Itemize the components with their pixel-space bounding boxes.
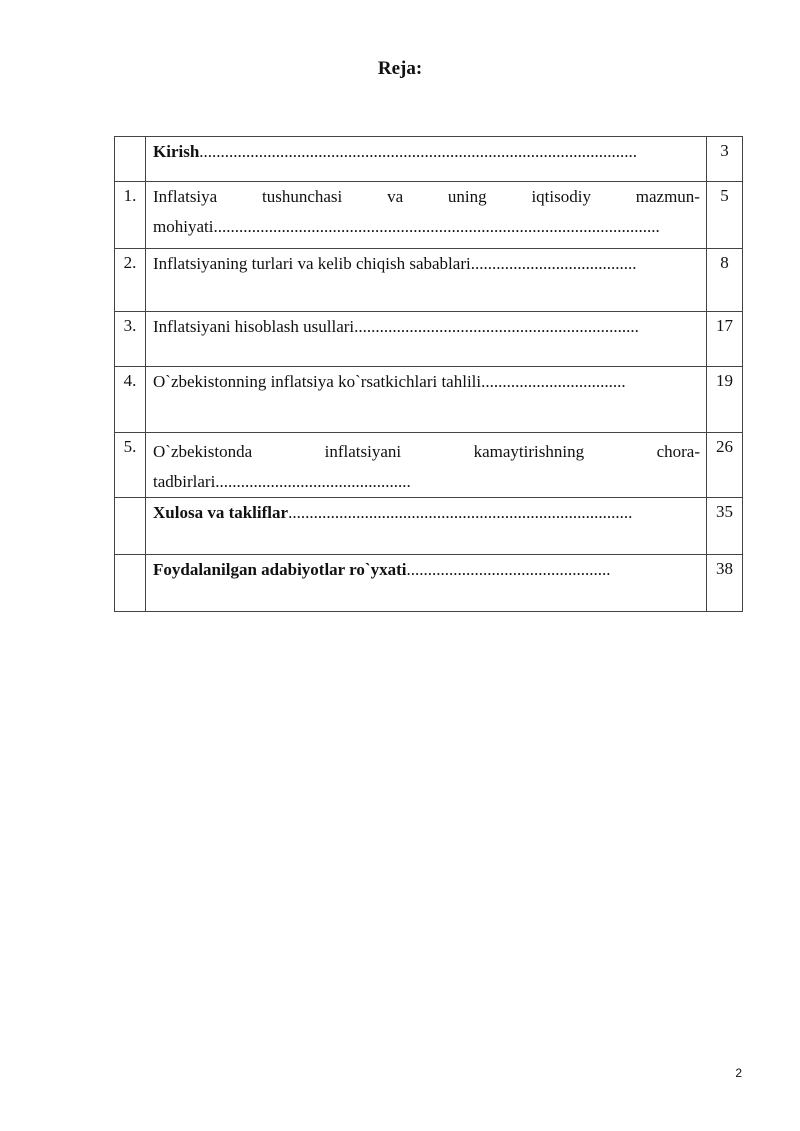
toc-title: Kirish [153, 142, 200, 161]
toc-row-3 [115, 312, 743, 367]
toc-dots: ....................................................................................................... [199, 142, 638, 161]
toc-page-number: 26 [707, 433, 743, 498]
toc-row-text [146, 249, 707, 312]
toc-title: Inflatsiyani hisoblash usullari [153, 317, 355, 336]
toc-row-text [146, 498, 707, 555]
toc-row-number [115, 555, 146, 612]
toc-row-number: 4. [115, 367, 146, 433]
toc-row-number: 1. [115, 182, 146, 249]
toc-page-number: 38 [707, 555, 743, 612]
toc-page-number: 5 [707, 182, 743, 249]
toc-dots: ................................................................................. [288, 503, 633, 522]
toc-title: Inflatsiyaning turlari va kelib chiqish sabablari [153, 254, 471, 273]
toc-page-number: 35 [707, 498, 743, 555]
toc-row-1 [115, 182, 743, 249]
toc-row-text [146, 367, 707, 433]
toc-title: O`zbekistonning inflatsiya ko`rsatkichlari tahlili [153, 372, 482, 391]
toc-row-4 [115, 367, 743, 433]
toc-row-text [146, 312, 707, 367]
toc-dots: ................................................ [406, 560, 611, 579]
toc-row-number: 5. [115, 433, 146, 498]
table-of-contents [114, 136, 743, 612]
page-number: 2 [735, 1066, 742, 1080]
toc-page-number: 19 [707, 367, 743, 433]
toc-title-line1: O`zbekistonda inflatsiyani kamaytirishning chora- [153, 442, 700, 461]
toc-row-text [146, 555, 707, 612]
toc-dots: ....................................... [470, 254, 637, 273]
toc-row-xulosa [115, 498, 743, 555]
toc-dots: .................................. [481, 372, 626, 391]
toc-page-number: 3 [707, 137, 743, 182]
toc-title: Foydalanilgan adabiyotlar ro`yxati [153, 560, 407, 579]
toc-row-5 [115, 433, 743, 498]
toc-row-2 [115, 249, 743, 312]
toc-page-number: 8 [707, 249, 743, 312]
toc-row-number [115, 498, 146, 555]
toc-row-adabiyotlar [115, 555, 743, 612]
toc-title: Xulosa va takliflar [153, 503, 289, 522]
toc-row-number: 2. [115, 249, 146, 312]
toc-page-number: 17 [707, 312, 743, 367]
page-title: Reja: [377, 58, 423, 79]
toc-dots: ................................................................... [354, 317, 639, 336]
toc-row-number [115, 137, 146, 182]
toc-row-text [146, 433, 707, 498]
toc-row-kirish [115, 137, 743, 182]
toc-row-number: 3. [115, 312, 146, 367]
toc-row-text [146, 182, 707, 249]
toc-title-line2: mohiyati......................................................................................................... [153, 217, 660, 236]
toc-title-line2: tadbirlari.............................................. [153, 472, 411, 491]
toc-row-text [146, 137, 707, 182]
toc-title-line1: Inflatsiya tushunchasi va uning iqtisodiy mazmun- [153, 187, 700, 206]
